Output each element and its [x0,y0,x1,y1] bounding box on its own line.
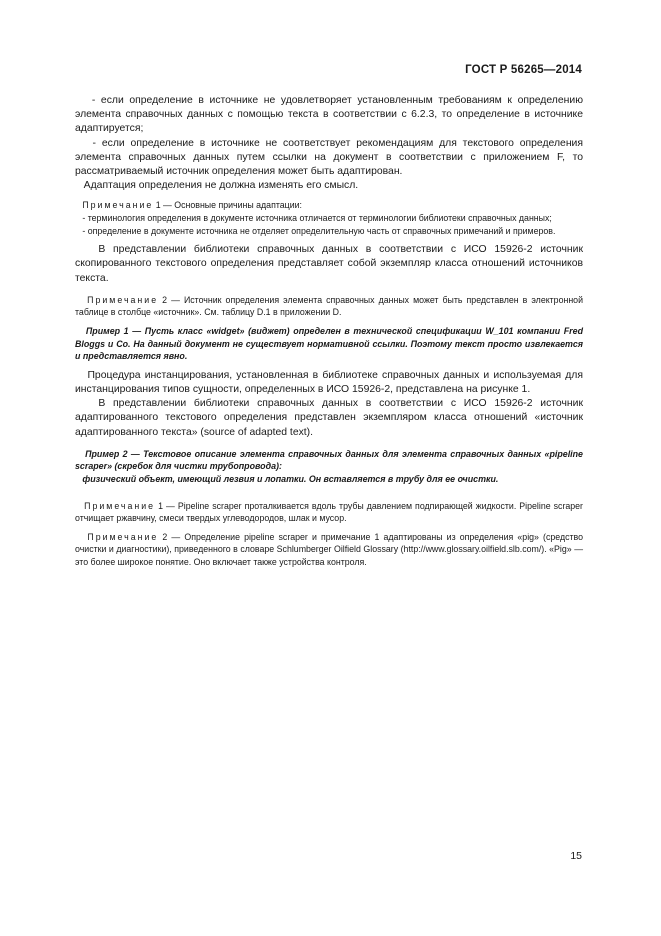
example-2-line-1-text: Пример 2 — Текстовое описание элемента справочных данных для элемента справочных данных «pipeline scraper» (скребок для чистки трубопровода): [75,448,583,472]
example-1-text: Пример 1 — Пусть класс «widget» (виджет) определен в технической спецификации W_101 компании Fred Bloggs и Co. На данный документ не существует нормативной ссылки. Поэтому текст просто извлекается и представляется явно. [75,326,583,362]
note-2-text: 2 — Источник определения элемента справочных данных может быть представлен в электронной таблице в столбце «источник». См. таблицу D.1 в приложении D. [75,294,583,318]
note-3 [75,500,583,525]
example-1 [75,325,583,363]
paragraph-2-text: - если определение в источнике не соответствует рекомендациям для текстового определения элемента справочных данных путем ссылки на документ в соответствии с приложением F, то рассматриваемый источник определения может быть адаптирован. [75,137,583,178]
example-2-line-2 [75,473,583,486]
standard-number: ГОСТ Р 56265—2014 [465,64,582,76]
example-2 [75,448,583,486]
paragraph-5-text: Процедура инстанцирования, установленная в библиотеке справочных данных и используемая для инстанцирования типов сущности, определенных в ИСО 15926-2, представлена на рисунке 1. [75,369,583,395]
note-1-item-2-text: - определение в документе источника не отделяет определительную часть от справочных примечаний и примеров. [82,225,556,236]
note-4-label: Примечание [87,531,159,542]
paragraph-1-text: - если определение в источнике не удовлетворяет установленным требованиям к определению элемента справочных данных с помощью текста в соответствии с 6.2.3, то определение в источнике адаптируется; [75,95,583,135]
paragraph-3-text: Адаптация определения не должна изменять его смысл. [83,180,359,192]
paragraph-3 [75,179,583,193]
page-content [75,94,583,569]
example-2-line-1 [75,448,583,473]
paragraph-2 [75,137,583,180]
paragraph-6-text: В представлении библиотеки справочных данных в соответствии с ИСО 15926-2 источник адаптированного текстового определения представлен экземпляром класса отношений «источник адаптированного текста» (source of adapted text). [75,398,583,438]
note-1 [75,199,583,237]
note-1-head [75,199,583,212]
paragraph-5 [75,369,583,397]
note-3-text: 1 — Pipeline scraper проталкивается вдоль трубы давлением подпирающей жидкости. Pipeline scraper отчищает ржавчину, смеси твердых углеводородов, шлак и мусор. [75,500,583,524]
note-3-label: Примечание [84,500,156,511]
note-2 [75,294,583,319]
note-4-text: 2 — Определение pipeline scraper и примечание 1 адаптированы из определения «pig» (средство очистки и диагностики), приведенного в словаре Schlumberger Oilfield Glossary (http://www.glossary.oilfield.slb.com/). «Pig» — это более широкое понятие. Оно включает также устройства контроля. [75,531,584,567]
example-2-line-2-text: физический объект, имеющий лезвия и лопатки. Он вставляется в трубу для ее очистки. [82,473,499,484]
note-4 [75,531,583,569]
note-1-item-1-text: - терминология определения в документе источника отличается от терминологии библиотеки справочных данных; [82,213,552,224]
note-1-head-text: 1 — Основные причины адаптации: [153,200,302,211]
page-number: 15 [570,850,582,862]
note-1-item-2 [75,225,583,238]
note-2-label: Примечание [87,294,159,305]
paragraph-1 [75,94,583,137]
note-1-item-1 [75,212,583,225]
paragraph-4-text: В представлении библиотеки справочных данных в соответствии с ИСО 15926-2 источник скопированного текстового определения представляет собой экземпляр класса отношений источников текста. [75,244,583,284]
note-1-label: Примечание [82,200,154,211]
paragraph-6 [75,397,583,440]
paragraph-4 [75,243,583,286]
